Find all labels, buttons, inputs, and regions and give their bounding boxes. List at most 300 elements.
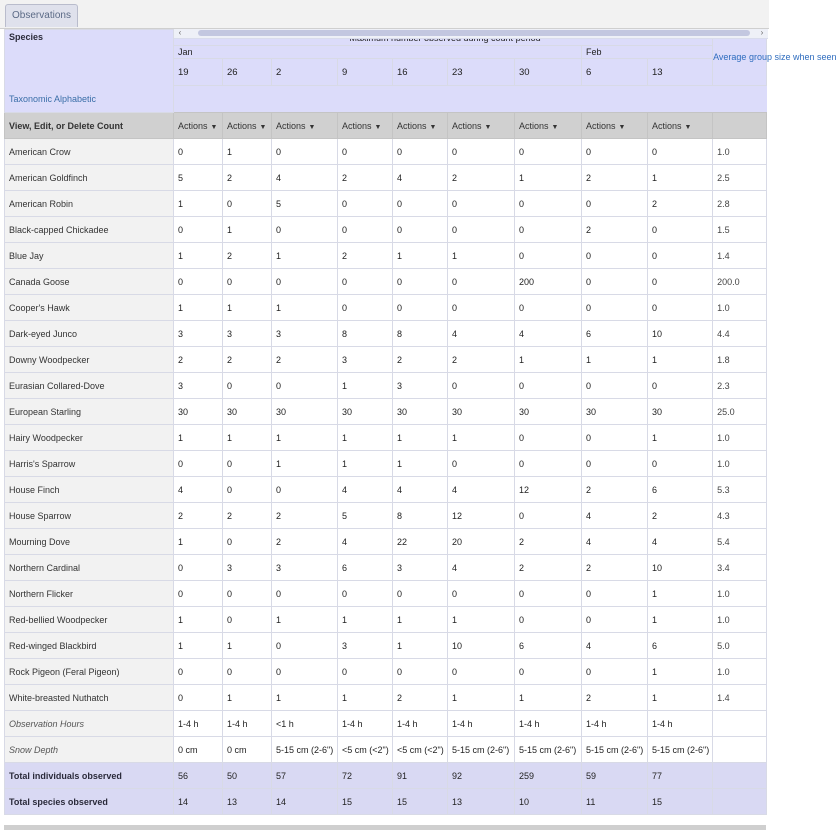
count-cell: 4 [582, 633, 648, 659]
count-cell: 0 [515, 295, 582, 321]
actions-cell [393, 113, 448, 139]
species-name: House Finch [5, 477, 174, 503]
table-row [5, 139, 767, 165]
count-cell: 0 [174, 581, 223, 607]
table-row [5, 659, 767, 685]
count-cell: 1 [648, 425, 713, 451]
count-cell: 30 [338, 399, 393, 425]
average-cell: 4.4 [713, 321, 767, 347]
table-row [5, 633, 767, 659]
count-cell: 5 [338, 503, 393, 529]
table-row [5, 685, 767, 711]
count-cell: 3 [223, 555, 272, 581]
table-row [5, 243, 767, 269]
species-name: White-breasted Nuthatch [5, 685, 174, 711]
total-individuals-cell: 77 [648, 763, 713, 789]
date-header: 23 [448, 59, 515, 86]
total-species-cell: 14 [174, 789, 223, 815]
count-cell: 2 [582, 555, 648, 581]
observation-hours-cell: 1-4 h [515, 711, 582, 737]
count-cell: 0 [448, 659, 515, 685]
count-cell: 1 [648, 347, 713, 373]
actions-dropdown[interactable] [452, 121, 491, 131]
count-cell: 1 [272, 243, 338, 269]
count-cell: 6 [515, 633, 582, 659]
count-cell: 0 [515, 503, 582, 529]
count-cell: 3 [393, 555, 448, 581]
actions-dropdown[interactable] [397, 121, 436, 131]
table-row [5, 373, 767, 399]
count-cell: 1 [272, 425, 338, 451]
table-row [5, 425, 767, 451]
species-name: Downy Woodpecker [5, 347, 174, 373]
count-cell: 10 [648, 321, 713, 347]
caret-down-icon: ▼ [551, 123, 559, 131]
count-cell: 0 [174, 139, 223, 165]
species-name: Black-capped Chickadee [5, 217, 174, 243]
species-name: Hairy Woodpecker [5, 425, 174, 451]
horizontal-scrollbar[interactable] [174, 29, 768, 39]
total-individuals-cell: 91 [393, 763, 448, 789]
count-cell: 8 [338, 321, 393, 347]
count-cell: 1 [174, 425, 223, 451]
date-header: 16 [393, 59, 448, 86]
count-cell: 30 [582, 399, 648, 425]
count-cell: 12 [515, 477, 582, 503]
count-cell: 0 [648, 243, 713, 269]
count-cell: 22 [393, 529, 448, 555]
count-cell: 30 [272, 399, 338, 425]
count-cell: 0 [223, 477, 272, 503]
total-individuals-cell: 259 [515, 763, 582, 789]
total-individuals-label: Total individuals observed [5, 763, 174, 789]
snow-depth-cell: <5 cm (<2") [338, 737, 393, 763]
count-cell: 0 [648, 217, 713, 243]
table-row [5, 321, 767, 347]
actions-cell [448, 113, 515, 139]
observation-hours-cell: 1-4 h [174, 711, 223, 737]
count-cell: 1 [648, 581, 713, 607]
species-name: Red-bellied Woodpecker [5, 607, 174, 633]
count-cell: 2 [174, 503, 223, 529]
count-cell: 4 [582, 529, 648, 555]
month-header: Jan [174, 46, 582, 59]
count-cell: 1 [174, 295, 223, 321]
species-name: Red-winged Blackbird [5, 633, 174, 659]
total-individuals-avg-cell [713, 763, 767, 789]
count-cell: 0 [223, 451, 272, 477]
count-cell: 30 [648, 399, 713, 425]
count-cell: 0 [582, 269, 648, 295]
count-cell: 0 [448, 191, 515, 217]
snow-depth-cell: 5-15 cm (2-6") [448, 737, 515, 763]
count-cell: 1 [223, 139, 272, 165]
month-header: Feb [582, 46, 713, 59]
average-cell: 1.4 [713, 685, 767, 711]
count-cell: 8 [393, 321, 448, 347]
snow-depth-cell: 5-15 cm (2-6") [515, 737, 582, 763]
total-individuals-cell: 92 [448, 763, 515, 789]
snow-depth-cell: <5 cm (<2") [393, 737, 448, 763]
taxonomic-alphabetic-sort[interactable]: Taxonomic Alphabetic [5, 86, 174, 113]
count-cell: 0 [448, 373, 515, 399]
count-cell: 1 [174, 529, 223, 555]
count-cell: 1 [338, 425, 393, 451]
total-species-cell: 15 [393, 789, 448, 815]
count-cell: 1 [393, 425, 448, 451]
total-individuals-cell: 57 [272, 763, 338, 789]
count-cell: 0 [393, 217, 448, 243]
count-cell: 0 [515, 217, 582, 243]
table-row [5, 347, 767, 373]
count-cell: 10 [648, 555, 713, 581]
count-cell: 0 [174, 217, 223, 243]
count-cell: 30 [174, 399, 223, 425]
count-cell: 3 [338, 633, 393, 659]
count-cell: 6 [648, 477, 713, 503]
tab-observations[interactable]: Observations [5, 4, 78, 27]
count-cell: 1 [515, 685, 582, 711]
caret-down-icon: ▼ [259, 123, 267, 131]
table-row [5, 555, 767, 581]
count-cell: 2 [174, 347, 223, 373]
count-cell: 200 [515, 269, 582, 295]
count-cell: 0 [515, 581, 582, 607]
count-cell: 0 [272, 477, 338, 503]
caret-down-icon: ▼ [684, 123, 692, 131]
actions-label: Actions [452, 120, 482, 131]
date-header: 26 [223, 59, 272, 86]
actions-label: Actions [178, 120, 208, 131]
species-name: American Crow [5, 139, 174, 165]
species-header: Species [5, 30, 174, 86]
count-cell: 0 [515, 191, 582, 217]
caret-down-icon: ▼ [210, 123, 218, 131]
count-cell: 1 [393, 633, 448, 659]
snow-depth-cell: 5-15 cm (2-6") [582, 737, 648, 763]
count-cell: 4 [338, 529, 393, 555]
snow-depth-row [5, 737, 767, 763]
caret-down-icon: ▼ [484, 123, 492, 131]
count-cell: 1 [448, 607, 515, 633]
count-cell: 0 [582, 425, 648, 451]
count-cell: 1 [272, 451, 338, 477]
species-name: Blue Jay [5, 243, 174, 269]
actions-dropdown[interactable] [342, 121, 381, 131]
count-cell: 0 [515, 659, 582, 685]
count-cell: 2 [515, 555, 582, 581]
count-cell: 1 [272, 295, 338, 321]
table-row [5, 451, 767, 477]
actions-dropdown[interactable] [227, 121, 266, 131]
total-species-cell: 14 [272, 789, 338, 815]
count-cell: 0 [582, 581, 648, 607]
table-footer-strip [4, 825, 766, 830]
average-cell: 1.0 [713, 139, 767, 165]
count-cell: 2 [223, 243, 272, 269]
count-cell: 5 [174, 165, 223, 191]
table-row [5, 217, 767, 243]
actions-dropdown[interactable] [276, 121, 315, 131]
count-cell: 1 [272, 607, 338, 633]
count-cell: 1 [174, 191, 223, 217]
actions-cell [174, 113, 223, 139]
species-name: Northern Cardinal [5, 555, 174, 581]
table-row [5, 503, 767, 529]
count-cell: 1 [223, 425, 272, 451]
count-cell: 2 [448, 347, 515, 373]
count-cell: 0 [393, 581, 448, 607]
count-cell: 6 [338, 555, 393, 581]
total-species-avg-cell [713, 789, 767, 815]
average-cell: 1.0 [713, 425, 767, 451]
count-cell: 3 [272, 555, 338, 581]
total-individuals-cell: 56 [174, 763, 223, 789]
observation-hours-cell: 1-4 h [582, 711, 648, 737]
count-cell: 0 [272, 373, 338, 399]
count-cell: 0 [582, 295, 648, 321]
actions-dropdown[interactable] [586, 121, 625, 131]
actions-cell [272, 113, 338, 139]
actions-cell [223, 113, 272, 139]
actions-label: Actions [342, 120, 372, 131]
date-header: 19 [174, 59, 223, 86]
actions-cell [515, 113, 582, 139]
average-cell: 3.4 [713, 555, 767, 581]
count-cell: 0 [174, 659, 223, 685]
count-cell: 1 [223, 217, 272, 243]
species-name: Mourning Dove [5, 529, 174, 555]
count-cell: 0 [223, 191, 272, 217]
count-cell: 0 [582, 451, 648, 477]
species-name: American Goldfinch [5, 165, 174, 191]
count-cell: 0 [272, 633, 338, 659]
date-header: 13 [648, 59, 713, 86]
count-cell: 4 [393, 477, 448, 503]
count-cell: 1 [648, 607, 713, 633]
count-cell: 0 [223, 269, 272, 295]
count-cell: 2 [272, 529, 338, 555]
total-species-cell: 15 [338, 789, 393, 815]
count-cell: 2 [223, 503, 272, 529]
count-cell: 30 [448, 399, 515, 425]
count-cell: 0 [515, 607, 582, 633]
count-cell: 0 [448, 217, 515, 243]
total-individuals-row [5, 763, 767, 789]
count-cell: 0 [223, 659, 272, 685]
species-name: American Robin [5, 191, 174, 217]
count-cell: 0 [448, 581, 515, 607]
table-row [5, 165, 767, 191]
count-cell: 0 [648, 451, 713, 477]
scroll-right-icon[interactable]: › [760, 28, 764, 37]
count-cell: 0 [515, 451, 582, 477]
count-cell: 2 [272, 503, 338, 529]
caret-down-icon: ▼ [429, 123, 437, 131]
observation-hours-row [5, 711, 767, 737]
count-cell: 1 [174, 243, 223, 269]
average-cell: 1.5 [713, 217, 767, 243]
count-cell: 3 [174, 373, 223, 399]
count-cell: 1 [174, 607, 223, 633]
actions-label: Actions [652, 120, 682, 131]
actions-dropdown[interactable] [519, 121, 558, 131]
count-cell: 1 [393, 607, 448, 633]
average-cell: 2.8 [713, 191, 767, 217]
count-cell: 4 [648, 529, 713, 555]
average-cell: 5.4 [713, 529, 767, 555]
observations-table [4, 29, 837, 815]
average-group-size-header: Average group size when seen [713, 30, 767, 86]
count-cell: 0 [223, 529, 272, 555]
actions-label: Actions [276, 120, 306, 131]
count-cell: 2 [338, 165, 393, 191]
species-name: House Sparrow [5, 503, 174, 529]
average-cell: 1.4 [713, 243, 767, 269]
count-cell: 2 [272, 347, 338, 373]
count-cell: 0 [515, 425, 582, 451]
count-cell: 12 [448, 503, 515, 529]
observation-hours-cell: 1-4 h [648, 711, 713, 737]
count-cell: 1 [393, 243, 448, 269]
snow-depth-label: Snow Depth [5, 737, 174, 763]
actions-cell [648, 113, 713, 139]
average-cell: 25.0 [713, 399, 767, 425]
scroll-left-icon[interactable]: ‹ [178, 28, 182, 37]
count-cell: 0 [174, 451, 223, 477]
count-cell: 4 [515, 321, 582, 347]
count-cell: 3 [223, 321, 272, 347]
average-cell: 1.8 [713, 347, 767, 373]
count-cell: 1 [448, 425, 515, 451]
count-cell: 1 [223, 633, 272, 659]
average-cell: 5.3 [713, 477, 767, 503]
count-cell: 0 [515, 243, 582, 269]
count-cell: 1 [515, 165, 582, 191]
species-name: European Starling [5, 399, 174, 425]
count-cell: 0 [174, 555, 223, 581]
scrollbar-thumb[interactable] [198, 30, 750, 36]
count-cell: 1 [338, 373, 393, 399]
count-cell: 0 [515, 139, 582, 165]
average-cell: 5.0 [713, 633, 767, 659]
total-species-row [5, 789, 767, 815]
table-row [5, 399, 767, 425]
count-cell: 0 [223, 607, 272, 633]
count-cell: 0 [272, 659, 338, 685]
count-cell: 6 [582, 321, 648, 347]
count-cell: 0 [338, 659, 393, 685]
count-cell: 2 [582, 165, 648, 191]
actions-cell [338, 113, 393, 139]
total-species-label: Total species observed [5, 789, 174, 815]
count-cell: 1 [648, 165, 713, 191]
date-header: 6 [582, 59, 648, 86]
count-cell: 0 [582, 191, 648, 217]
actions-dropdown[interactable] [178, 121, 217, 131]
count-cell: 3 [393, 373, 448, 399]
total-individuals-cell: 59 [582, 763, 648, 789]
actions-label: Actions [397, 120, 427, 131]
count-cell: 0 [448, 139, 515, 165]
count-cell: 0 [393, 295, 448, 321]
species-name: Northern Flicker [5, 581, 174, 607]
total-individuals-cell: 72 [338, 763, 393, 789]
count-cell: 3 [338, 347, 393, 373]
count-cell: 0 [338, 295, 393, 321]
count-cell: 0 [393, 269, 448, 295]
average-cell: 1.0 [713, 295, 767, 321]
count-cell: 2 [582, 217, 648, 243]
actions-label: Actions [519, 120, 549, 131]
caret-down-icon: ▼ [308, 123, 316, 131]
table-row [5, 295, 767, 321]
total-individuals-cell: 50 [223, 763, 272, 789]
count-cell: 1 [223, 685, 272, 711]
average-cell: 1.0 [713, 581, 767, 607]
total-species-cell: 15 [648, 789, 713, 815]
count-cell: 1 [448, 685, 515, 711]
count-cell: 0 [393, 191, 448, 217]
actions-label: Actions [586, 120, 616, 131]
count-cell: 1 [648, 685, 713, 711]
count-cell: 2 [448, 165, 515, 191]
count-cell: 4 [448, 555, 515, 581]
count-cell: 2 [393, 685, 448, 711]
date-header: 9 [338, 59, 393, 86]
count-cell: 2 [223, 347, 272, 373]
observation-hours-avg-cell [713, 711, 767, 737]
caret-down-icon: ▼ [618, 123, 626, 131]
count-cell: 0 [582, 373, 648, 399]
count-cell: 0 [582, 607, 648, 633]
observation-hours-label: Observation Hours [5, 711, 174, 737]
species-name: Rock Pigeon (Feral Pigeon) [5, 659, 174, 685]
observation-hours-cell: 1-4 h [338, 711, 393, 737]
count-cell: 0 [338, 139, 393, 165]
count-cell: 1 [338, 607, 393, 633]
snow-depth-cell: 5-15 cm (2-6") [272, 737, 338, 763]
actions-cell [582, 113, 648, 139]
count-cell: 10 [448, 633, 515, 659]
average-cell: 200.0 [713, 269, 767, 295]
average-cell: 1.0 [713, 607, 767, 633]
count-cell: 0 [448, 451, 515, 477]
count-cell: 4 [272, 165, 338, 191]
count-cell: 30 [393, 399, 448, 425]
count-cell: 0 [648, 295, 713, 321]
count-cell: 1 [515, 347, 582, 373]
count-cell: 0 [648, 373, 713, 399]
count-cell: 4 [582, 503, 648, 529]
species-name: Harris's Sparrow [5, 451, 174, 477]
count-cell: 3 [272, 321, 338, 347]
count-cell: 3 [174, 321, 223, 347]
average-cell: 1.0 [713, 659, 767, 685]
count-cell: 1 [448, 243, 515, 269]
count-cell: 1 [648, 659, 713, 685]
count-cell: 2 [582, 477, 648, 503]
actions-avg-cell [713, 113, 767, 139]
snow-depth-cell: 0 cm [174, 737, 223, 763]
count-cell: 0 [582, 139, 648, 165]
observation-hours-cell: 1-4 h [393, 711, 448, 737]
total-species-cell: 11 [582, 789, 648, 815]
snow-depth-avg-cell [713, 737, 767, 763]
count-cell: 0 [648, 269, 713, 295]
actions-dropdown[interactable] [652, 121, 691, 131]
count-cell: 1 [338, 685, 393, 711]
